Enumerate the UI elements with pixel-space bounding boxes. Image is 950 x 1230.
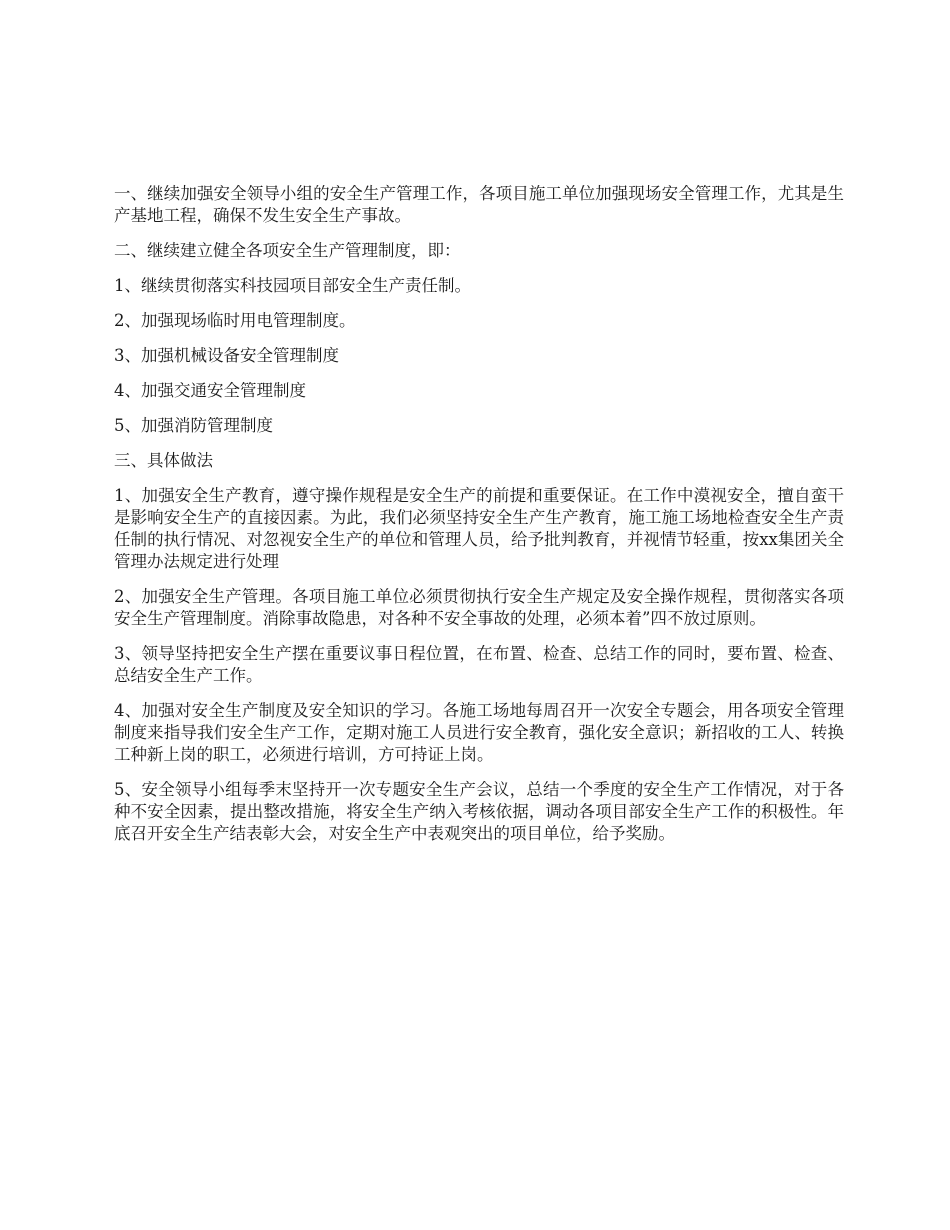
paragraph-item-2: 2、加强现场临时用电管理制度。	[114, 311, 356, 330]
paragraph-method-1: 1、加强安全生产教育，遵守操作规程是安全生产的前提和重要保证。在工作中漠视安全，擅自蛮干是影响安全生产的直接因素。为此，我们必须坚持安全生产生产教育，施工施工场地检查安全生产责任制的执行情况、对忽视安全生产的单位和管理人员，给予批判教育，并视情节轻重，按xx集团关全管理办法规定进行处理	[114, 486, 844, 571]
paragraph-section-2: 二、继续建立健全各项安全生产管理制度，即：	[114, 241, 461, 260]
paragraph-method-3: 3、领导坚持把安全生产摆在重要议事日程位置，在布置、检查、总结工作的同时，要布置、检查、总结安全生产工作。	[114, 644, 844, 685]
paragraph-section-3: 三、具体做法	[114, 451, 213, 470]
paragraph-method-5: 5、安全领导小组每季末坚持开一次专题安全生产会议，总结一个季度的安全生产工作情况，对于各种不安全因素，提出整改措施，将安全生产纳入考核依据，调动各项目部安全生产工作的积极性。年底召开安全生产结表彰大会，对安全生产中表观突出的项目单位，给予奖励。	[114, 780, 844, 843]
document-body	[114, 183, 844, 858]
paragraph-method-2: 2、加强安全生产管理。各项目施工单位必须贯彻执行安全生产规定及安全操作规程，贯彻落实各项安全生产管理制度。消除事故隐患，对各种不安全事故的处理，必须本着”四不放过原则。	[114, 587, 844, 628]
paragraph-method-4: 4、加强对安全生产制度及安全知识的学习。各施工场地每周召开一次安全专题会，用各项安全管理制度来指导我们安全生产工作，定期对施工人员进行安全教育，强化安全意识；新招收的工人、转换工种新上岗的职工，必须进行培训，方可持证上岗。	[114, 701, 844, 764]
paragraph-item-1: 1、继续贯彻落实科技园项目部安全生产责任制。	[114, 276, 471, 295]
paragraph-item-4: 4、加强交通安全管理制度	[114, 381, 306, 400]
paragraph-section-1: 一、继续加强安全领导小组的安全生产管理工作，各项目施工单位加强现场安全管理工作，尤其是生产基地工程，确保不发生安全生产事故。	[114, 184, 844, 225]
paragraph-item-3: 3、加强机械设备安全管理制度	[114, 346, 339, 365]
paragraph-item-5: 5、加强消防管理制度	[114, 416, 273, 435]
